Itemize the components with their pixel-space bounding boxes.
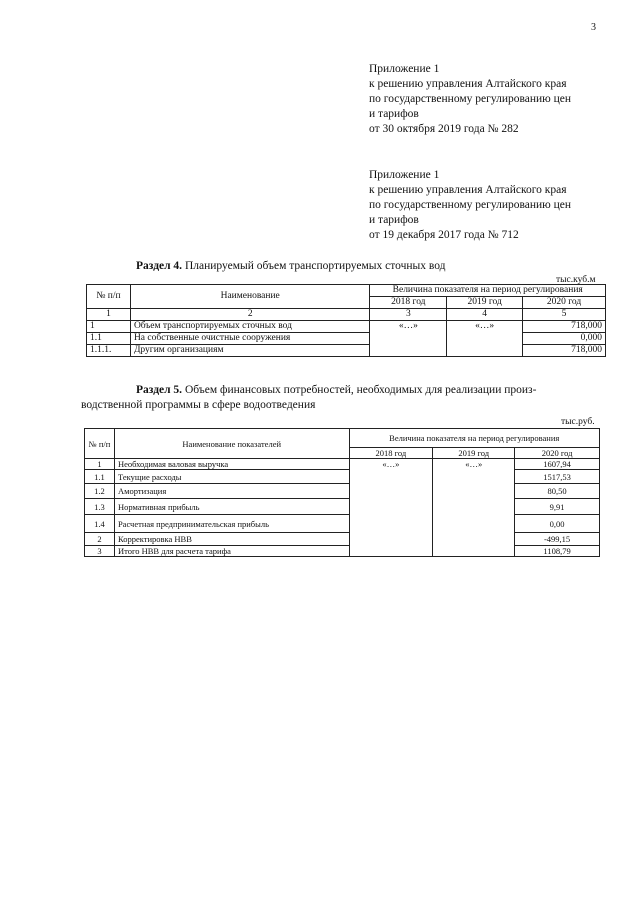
- appendix-line: от 30 октября 2019 года № 282: [369, 123, 519, 135]
- table-row: [85, 546, 600, 557]
- appendix-line: и тарифов: [369, 214, 419, 226]
- table-row: [87, 345, 606, 357]
- row-value-2020: 718,000: [523, 321, 606, 333]
- section5-title: [81, 383, 596, 413]
- col-header-year: 2018 год: [349, 448, 433, 459]
- row-value-2020: 0,000: [523, 333, 606, 345]
- section5-title-cont: водственной программы в сфере водоотведения: [81, 399, 316, 411]
- row-name: Расчетная предпринимательская прибыль: [114, 515, 349, 533]
- row-name: Корректировка НВВ: [114, 533, 349, 546]
- table-row: [85, 533, 600, 546]
- appendix-line: Приложение 1: [369, 169, 440, 181]
- row-num: 1.1: [87, 333, 131, 345]
- col-header-year: 2020 год: [515, 448, 600, 459]
- section5-title-text: Объем финансовых потребностей, необходимых для реализации произ-: [182, 384, 537, 396]
- table-row: [85, 470, 600, 484]
- row-value-2020: 1517,53: [515, 470, 600, 484]
- index-cell: 1: [87, 309, 131, 321]
- appendix-line: к решению управления Алтайского края: [369, 78, 567, 90]
- section4-title: [136, 259, 445, 274]
- row-num: 1.2: [85, 484, 115, 499]
- row-name: Объем транспортируемых сточных вод: [130, 321, 370, 333]
- row-value-2020: 0,00: [515, 515, 600, 533]
- row-num: 2: [85, 533, 115, 546]
- table-row: [85, 459, 600, 470]
- row-value-2020: 80,50: [515, 484, 600, 499]
- row-num: 1.3: [85, 499, 115, 515]
- appendix-current: [369, 62, 571, 137]
- section5-table: [84, 428, 600, 557]
- appendix-line: и тарифов: [369, 108, 419, 120]
- table-row: [85, 499, 600, 515]
- merged-2019: «…»: [433, 459, 515, 557]
- index-cell: 2: [130, 309, 370, 321]
- table-index-row: [87, 309, 606, 321]
- row-name: На собственные очистные сооружения: [130, 333, 370, 345]
- row-value-2020: 1108,79: [515, 546, 600, 557]
- row-name: Текущие расходы: [114, 470, 349, 484]
- merged-2019: «…»: [447, 321, 523, 357]
- col-header-year: 2019 год: [433, 448, 515, 459]
- appendix-line: по государственному регулированию цен: [369, 93, 572, 105]
- index-cell: 3: [370, 309, 447, 321]
- appendix-line: к решению управления Алтайского края: [369, 184, 567, 196]
- row-num: 1.1.1.: [87, 345, 131, 357]
- row-value-2020: 9,91: [515, 499, 600, 515]
- merged-2018: «…»: [349, 459, 433, 557]
- row-name: Итого НВВ для расчета тарифа: [114, 546, 349, 557]
- section4-title-number: Раздел 4.: [136, 260, 183, 272]
- section5-title-number: Раздел 5.: [136, 384, 183, 396]
- row-num: 1.4: [85, 515, 115, 533]
- col-header-name: Наименование: [130, 285, 370, 309]
- appendix-original: [369, 168, 571, 243]
- col-header-num: № п/п: [85, 429, 115, 459]
- col-header-name: Наименование показателей: [114, 429, 349, 459]
- appendix-line: от 19 декабря 2017 года № 712: [369, 229, 519, 241]
- col-header-period: Величина показателя на период регулирования: [349, 429, 600, 448]
- row-value-2020: 1607,94: [515, 459, 600, 470]
- section4-unit: тыс.куб.м: [556, 275, 596, 285]
- col-header-year: 2018 год: [370, 297, 447, 309]
- row-num: 1.1: [85, 470, 115, 484]
- row-name: Амортизация: [114, 484, 349, 499]
- table-row: [85, 484, 600, 499]
- table-row: [85, 515, 600, 533]
- row-num: 1: [87, 321, 131, 333]
- appendix-line: Приложение 1: [369, 63, 440, 75]
- index-cell: 4: [447, 309, 523, 321]
- row-name: Другим организациям: [130, 345, 370, 357]
- section4-table: [86, 284, 606, 357]
- col-header-num: № п/п: [87, 285, 131, 309]
- row-name: Необходимая валовая выручка: [114, 459, 349, 470]
- table-row: [87, 321, 606, 333]
- col-header-year: 2020 год: [523, 297, 606, 309]
- section4-title-text: Планируемый объем транспортируемых сточных вод: [182, 260, 446, 272]
- col-header-period: Величина показателя на период регулирования: [370, 285, 606, 297]
- row-num: 1: [85, 459, 115, 470]
- row-value-2020: -499,15: [515, 533, 600, 546]
- page-number: 3: [591, 22, 596, 33]
- table-row: [87, 333, 606, 345]
- section5-unit: тыс.руб.: [561, 417, 595, 427]
- row-name: Нормативная прибыль: [114, 499, 349, 515]
- row-value-2020: 718,000: [523, 345, 606, 357]
- appendix-line: по государственному регулированию цен: [369, 199, 572, 211]
- index-cell: 5: [523, 309, 606, 321]
- col-header-year: 2019 год: [447, 297, 523, 309]
- merged-2018: «…»: [370, 321, 447, 357]
- row-num: 3: [85, 546, 115, 557]
